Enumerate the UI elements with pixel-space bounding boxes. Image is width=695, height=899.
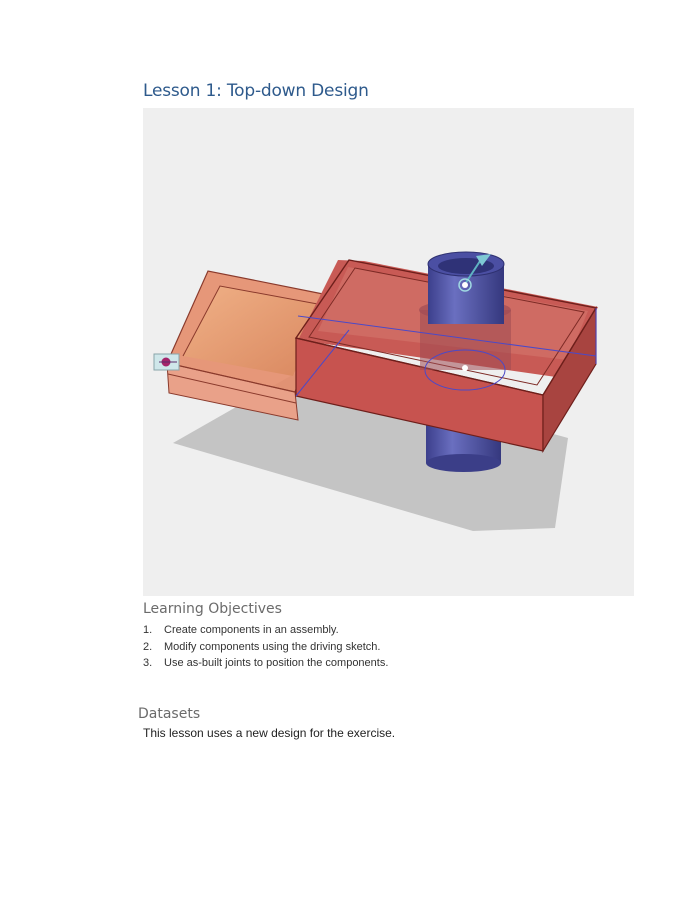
objective-text: Modify components using the driving sketch. (164, 640, 381, 653)
list-item (143, 639, 388, 656)
objective-text: Use as-built joints to position the components. (164, 657, 389, 669)
datasets-text: This lesson uses a new design for the exercise. (143, 726, 396, 740)
list-number: 3. (143, 657, 153, 669)
list-item (143, 622, 388, 639)
cad-model-figure (143, 108, 634, 596)
list-number: 1. (143, 624, 153, 636)
objectives-list (143, 622, 388, 672)
list-number: 2. (143, 640, 153, 653)
page-title: Lesson 1: Top-down Design (143, 81, 369, 101)
cad-model-render (143, 108, 634, 596)
joint-origin-icon[interactable] (154, 354, 179, 370)
list-item (143, 655, 388, 672)
datasets-heading: Datasets (138, 706, 201, 722)
objective-text: Create components in an assembly. (164, 624, 339, 636)
joint-point-icon[interactable] (462, 365, 468, 371)
upper-cylinder (419, 252, 511, 370)
objectives-heading: Learning Objectives (143, 601, 282, 617)
